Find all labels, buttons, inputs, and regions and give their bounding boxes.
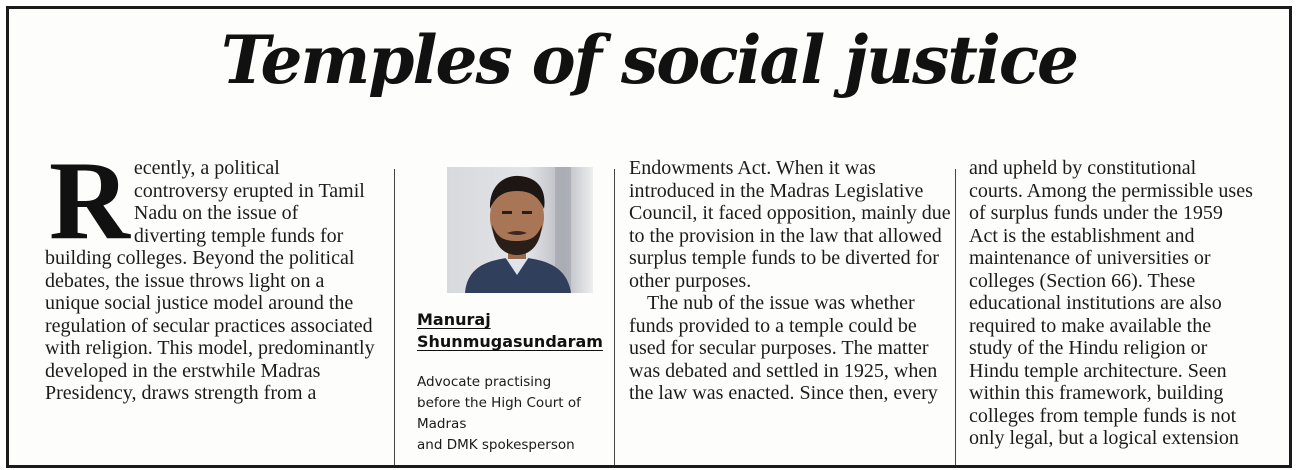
column-3-paragraph-1: Endowments Act. When it was introduced in the Madras Legislative Council, it faced opposition, mainly due to the provision in the law that allowed surplus temple funds to be diverted for other purposes. [629,157,951,292]
column-4-text: and upheld by constitutional courts. Among the permissible uses of surplus funds under the 1959 Act is the establishment and maintenance of universities or colleges (Section 66). These educational institutions are also required to make available the study of the Hindu religion or Hindu temple architecture. Seen within this framework, building colleges from temple funds is not only legal, but a logical extension [969,157,1253,449]
author-desc-line: Advocate practising [417,374,552,390]
column-divider [955,169,956,468]
author-name [417,309,603,353]
headline: Temples of social justice [220,21,1078,99]
column-3-paragraph-2: The nub of the issue was whether funds provided to a temple could be used for secular purposes. The matter was debated and settled in 1925, when the law was enacted. Since then, every [629,292,938,404]
author-desc-line: and DMK spokesperson [417,437,575,453]
column-divider [614,169,615,468]
author-desc-line: Madras [417,416,467,432]
author-photo [447,167,593,293]
author-name-line: Shunmugasundaram [417,332,603,351]
author-desc-line: before the High Court of [417,395,581,411]
article-column-1 [45,139,375,405]
author-name-line: Manuraj [417,310,491,329]
column-1-text: ecently, a political controversy erupted in Tamil Nadu on the issue of diverting temple funds for building colleges. Beyond the political debates, the issue throws light on a unique social justice model around the regulation of secular practices associated with religion. This model, predominantly developed in the erstwhile Madras Presidency, draws strength from a [45,157,375,404]
article-column-3 [629,157,954,405]
article-clipping [6,6,1292,468]
author-description [417,372,612,456]
article-column-4 [969,157,1254,450]
drop-cap: R [49,139,126,263]
column-divider [394,169,395,468]
